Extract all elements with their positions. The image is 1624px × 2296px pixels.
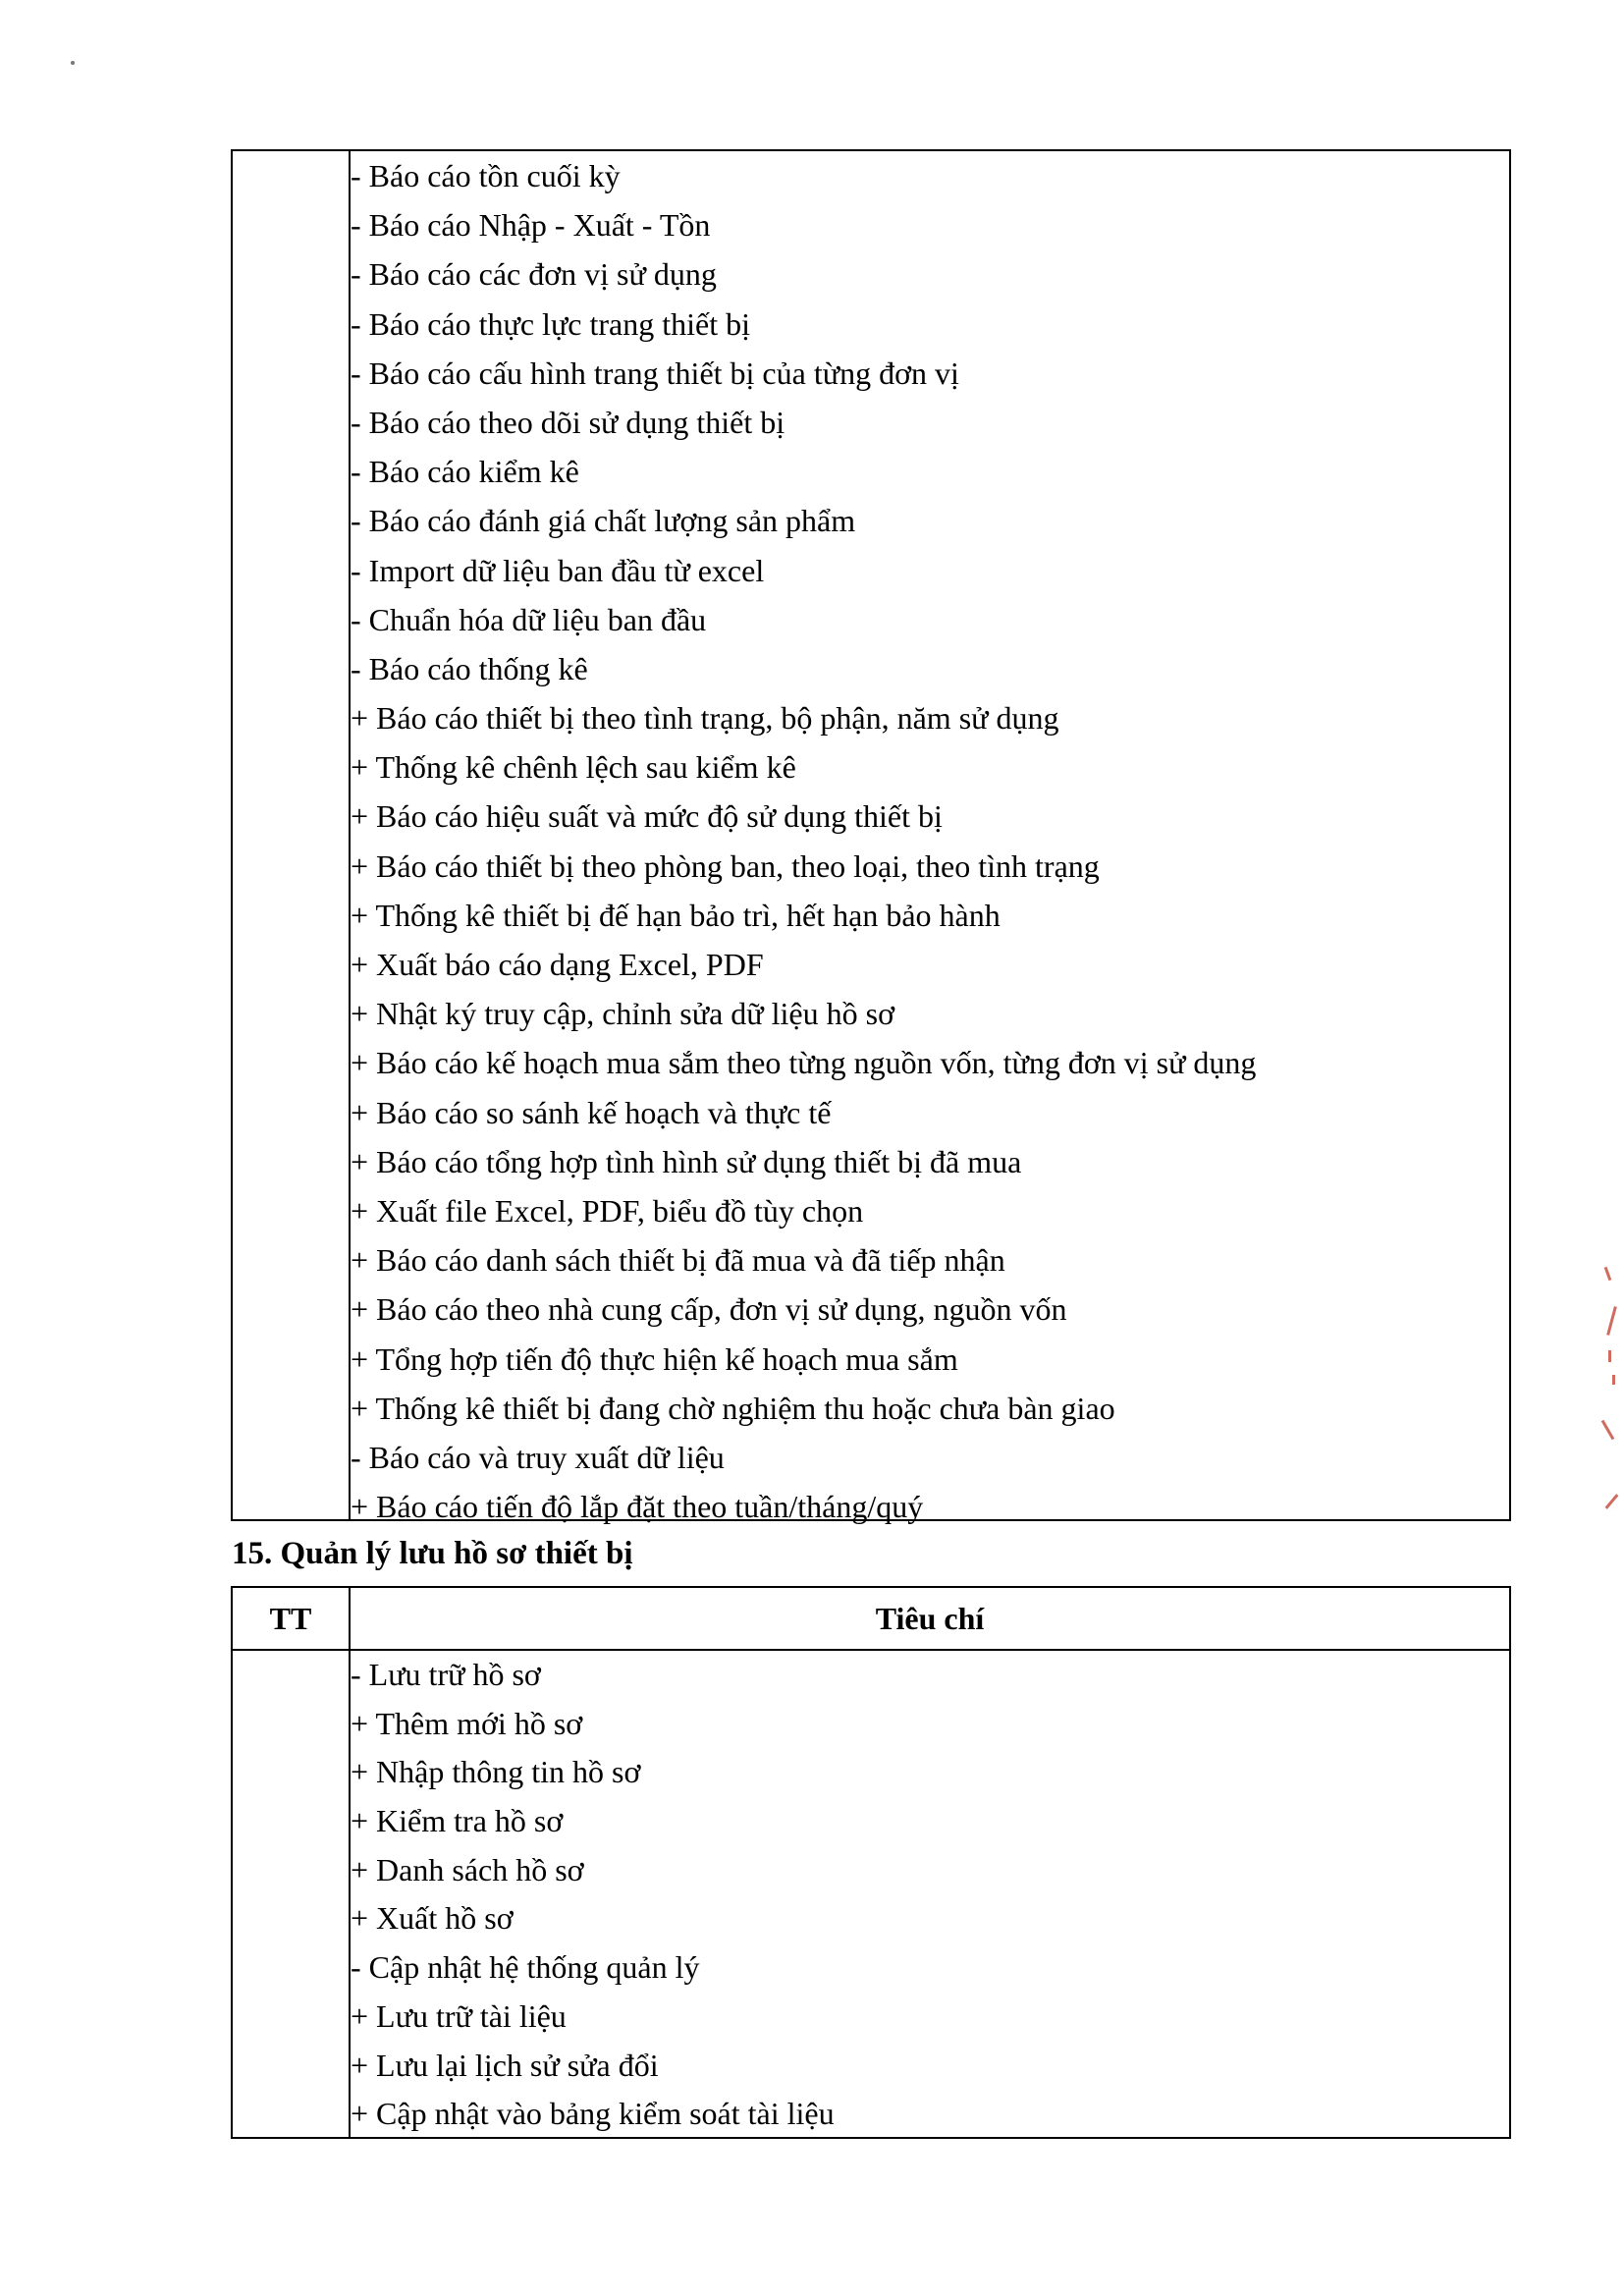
list-item: + Danh sách hồ sơ (351, 1851, 584, 1887)
list-item: - Báo cáo và truy xuất dữ liệu (351, 1439, 725, 1475)
list-item: + Thêm mới hồ sơ (351, 1705, 583, 1741)
list-item: - Import dữ liệu ban đầu từ excel (351, 552, 765, 588)
list-item: - Báo cáo thống kê (351, 650, 588, 686)
list-item: + Thống kê chênh lệch sau kiểm kê (351, 749, 796, 786)
stamp-edge-mark (1601, 1420, 1615, 1441)
header-tt: TT (269, 1601, 312, 1636)
list-item: - Chuẩn hóa dữ liệu ban đầu (351, 601, 707, 637)
list-item: + Nhật ký truy cập, chỉnh sửa dữ liệu hồ sơ (351, 996, 894, 1032)
list-item: - Báo cáo theo dõi sử dụng thiết bị (351, 404, 785, 440)
list-item: + Thống kê thiết bị đang chờ nghiệm thu hoặc chưa bàn giao (351, 1390, 1115, 1426)
list-item: + Kiểm tra hồ sơ (351, 1803, 564, 1839)
list-item: + Lưu trữ tài liệu (351, 1997, 567, 2034)
list-item: - Báo cáo các đơn vị sử dụng (351, 256, 717, 293)
list-item: + Báo cáo thiết bị theo tình trạng, bộ phận, năm sử dụng (351, 700, 1059, 737)
records-criteria-table (231, 1586, 1511, 2139)
list-item: - Cập nhật hệ thống quản lý (351, 1949, 700, 1986)
list-item: - Báo cáo kiểm kê (351, 454, 579, 490)
list-item: + Báo cáo tổng hợp tình hình sử dụng thiết bị đã mua (351, 1143, 1022, 1179)
list-item: + Xuất file Excel, PDF, biểu đồ tùy chọn (351, 1192, 864, 1229)
list-item: + Cập nhật vào bảng kiểm soát tài liệu (351, 2096, 835, 2132)
scan-speck (71, 61, 75, 65)
list-item: + Báo cáo theo nhà cung cấp, đơn vị sử dụng, nguồn vốn (351, 1291, 1067, 1328)
list-item: + Lưu lại lịch sử sửa đổi (351, 2047, 659, 2083)
list-item: + Nhập thông tin hồ sơ (351, 1754, 641, 1790)
list-item: + Tổng hợp tiến độ thực hiện kế hoạch mua sắm (351, 1340, 958, 1377)
list-item: + Báo cáo hiệu suất và mức độ sử dụng thiết bị (351, 798, 943, 835)
criteria-list (351, 1651, 1509, 2139)
stamp-edge-mark (1606, 1306, 1617, 1336)
criteria-list (351, 151, 1509, 1531)
stamp-edge-mark (1604, 1267, 1612, 1281)
table-header-row (233, 1588, 1509, 1651)
list-item: + Báo cáo tiến độ lắp đặt theo tuần/tháng/quý (351, 1489, 924, 1525)
list-item: + Báo cáo danh sách thiết bị đã mua và đã tiếp nhận (351, 1242, 1005, 1279)
list-item: - Báo cáo thực lực trang thiết bị (351, 305, 750, 342)
list-item: + Xuất báo cáo dạng Excel, PDF (351, 947, 764, 982)
list-item: + Xuất hồ sơ (351, 1900, 514, 1937)
stamp-edge-mark (1605, 1494, 1619, 1509)
list-item: - Báo cáo Nhập - Xuất - Tồn (351, 207, 711, 244)
list-item: - Báo cáo đánh giá chất lượng sản phẩm (351, 503, 856, 539)
section-heading: 15. Quản lý lưu hồ sơ thiết bị (232, 1536, 633, 1571)
list-item: + Báo cáo so sánh kế hoạch và thực tế (351, 1094, 832, 1130)
stamp-edge-mark (1612, 1375, 1615, 1385)
list-item: - Báo cáo cấu hình trang thiết bị của từng đơn vị (351, 355, 959, 391)
list-item: - Báo cáo tồn cuối kỳ (351, 158, 621, 193)
list-item: + Thống kê thiết bị đế hạn bảo trì, hết hạn bảo hành (351, 897, 1001, 933)
criteria-table-continued (231, 149, 1511, 1525)
list-item: + Báo cáo kế hoạch mua sắm theo từng nguồn vốn, từng đơn vị sử dụng (351, 1045, 1257, 1081)
header-criteria: Tiêu chí (875, 1601, 985, 1636)
list-item: + Báo cáo thiết bị theo phòng ban, theo loại, theo tình trạng (351, 847, 1100, 884)
stamp-edge-mark (1608, 1350, 1611, 1362)
list-item: - Lưu trữ hồ sơ (351, 1657, 541, 1692)
